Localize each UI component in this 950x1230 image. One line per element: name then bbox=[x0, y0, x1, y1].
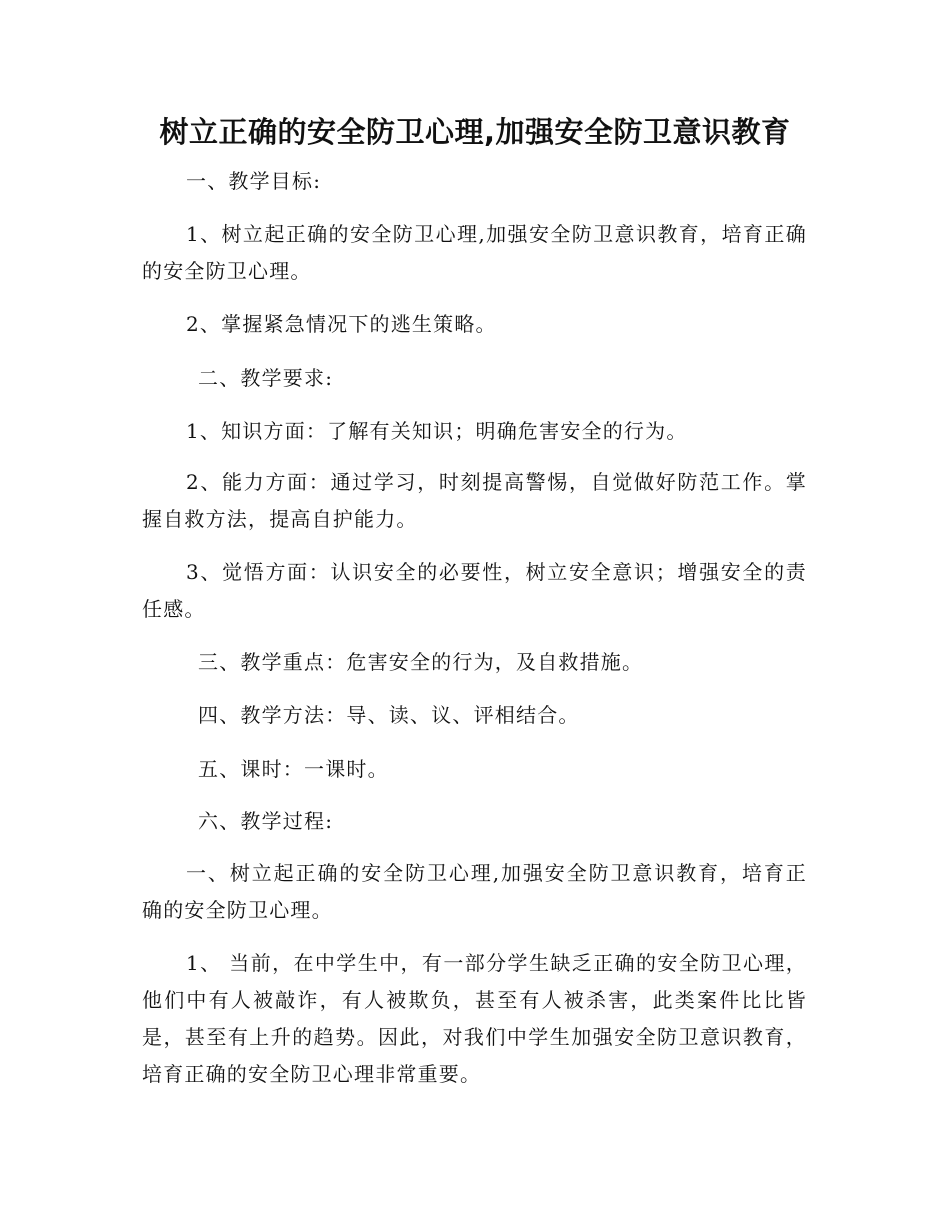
requirement-item-2: 2、能力方面：通过学习，时刻提高警惕，自觉做好防范工作。掌握自救方法，提高自护能力。 bbox=[142, 470, 807, 531]
section-heading-objectives: 一、教学目标: bbox=[186, 169, 322, 193]
section-heading-methods: 四、教学方法：导、读、议、评相结合。 bbox=[198, 703, 580, 727]
section-heading-process: 六、教学过程: bbox=[198, 809, 334, 833]
objective-item-1: 1、树立起正确的安全防卫心理,加强安全防卫意识教育，培育正确的安全防卫心理。 bbox=[142, 222, 807, 283]
section-heading-focus: 三、教学重点：危害安全的行为，及自救措施。 bbox=[198, 650, 644, 674]
section-heading-requirements: 二、教学要求: bbox=[198, 366, 334, 390]
requirement-item-1: 1、知识方面：了解有关知识；明确危害安全的行为。 bbox=[186, 419, 688, 443]
process-item-1-detail: 1、 当前，在中学生中，有一部分学生缺乏正确的安全防卫心理，他们中有人被敲诈，有人被欺负，甚至有人被杀害，此类案件比比皆是，甚至有上升的趋势。因此，对我们中学生加强安全防卫意识教育，培育正确的安全防卫心理非常重要。 bbox=[142, 951, 807, 1086]
process-item-1: 一、树立起正确的安全防卫心理,加强安全防卫意识教育，培育正确的安全防卫心理。 bbox=[142, 861, 807, 922]
document-title: 树立正确的安全防卫心理,加强安全防卫意识教育 bbox=[159, 115, 791, 149]
objective-item-2: 2、掌握紧急情况下的逃生策略。 bbox=[186, 312, 497, 336]
section-heading-duration: 五、课时：一课时。 bbox=[198, 757, 389, 781]
requirement-item-3: 3、觉悟方面：认识安全的必要性，树立安全意识；增强安全的责任感。 bbox=[142, 560, 807, 621]
